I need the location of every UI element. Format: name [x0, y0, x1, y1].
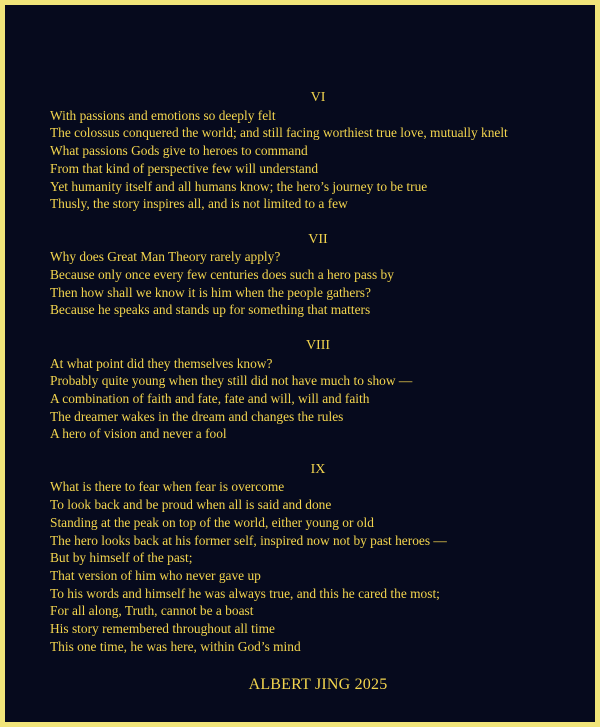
- poem-line: The colossus conquered the world; and still facing worthiest true love, mutually knelt: [50, 125, 508, 141]
- poem-line: Standing at the peak on top of the world, either young or old: [50, 514, 374, 530]
- poem-line: Because only once every few centuries does such a hero pass by: [50, 267, 394, 283]
- stanza-vi: [50, 89, 590, 213]
- poem-line: What passions Gods give to heroes to command: [50, 143, 308, 159]
- stanza-ix: [50, 461, 590, 656]
- poem-line: Probably quite young when they still did not have much to show —: [50, 373, 413, 389]
- poem-line: A combination of faith and fate, fate and will, will and faith: [50, 390, 370, 406]
- poem-line: Why does Great Man Theory rarely apply?: [50, 249, 281, 265]
- poem-line: At what point did they themselves know?: [50, 355, 273, 371]
- poem-line: Thusly, the story inspires all, and is not limited to a few: [50, 196, 348, 212]
- author-signature: ALBERT JING 2025: [248, 676, 388, 693]
- stanza-numeral: VIII: [305, 337, 331, 353]
- stanza-numeral: VII: [308, 231, 328, 247]
- poem-line: The dreamer wakes in the dream and changes the rules: [50, 408, 344, 424]
- poem-line: Yet humanity itself and all humans know; the hero’s journey to be true: [50, 178, 428, 194]
- poem-line: From that kind of perspective few will understand: [50, 160, 319, 176]
- stanza-vii: [50, 231, 590, 320]
- poem-line: But by himself of the past;: [50, 550, 193, 566]
- poem-line: To his words and himself he was always true, and this he cared the most;: [50, 585, 440, 601]
- poem-line: That version of him who never gave up: [50, 567, 261, 583]
- poem-line: To look back and be proud when all is said and done: [50, 497, 332, 513]
- poem-line: Because he speaks and stands up for something that matters: [50, 302, 371, 318]
- poem-line: His story remembered throughout all time: [50, 621, 275, 637]
- stanza-numeral: VI: [310, 90, 326, 105]
- poem-line: With passions and emotions so deeply felt: [50, 107, 276, 123]
- poem-line: What is there to fear when fear is overcome: [50, 479, 285, 495]
- stanza-numeral: IX: [310, 461, 326, 477]
- stanza-viii: [50, 337, 590, 443]
- poem-line: For all along, Truth, cannot be a boast: [50, 603, 254, 619]
- poem-line: Then how shall we know it is him when the people gathers?: [50, 284, 371, 300]
- poem-line: The hero looks back at his former self, inspired now not by past heroes —: [50, 532, 447, 548]
- poem-line: This one time, he was here, within God’s mind: [50, 638, 301, 654]
- poem-line: A hero of vision and never a fool: [50, 426, 227, 442]
- poem-body: [50, 89, 590, 673]
